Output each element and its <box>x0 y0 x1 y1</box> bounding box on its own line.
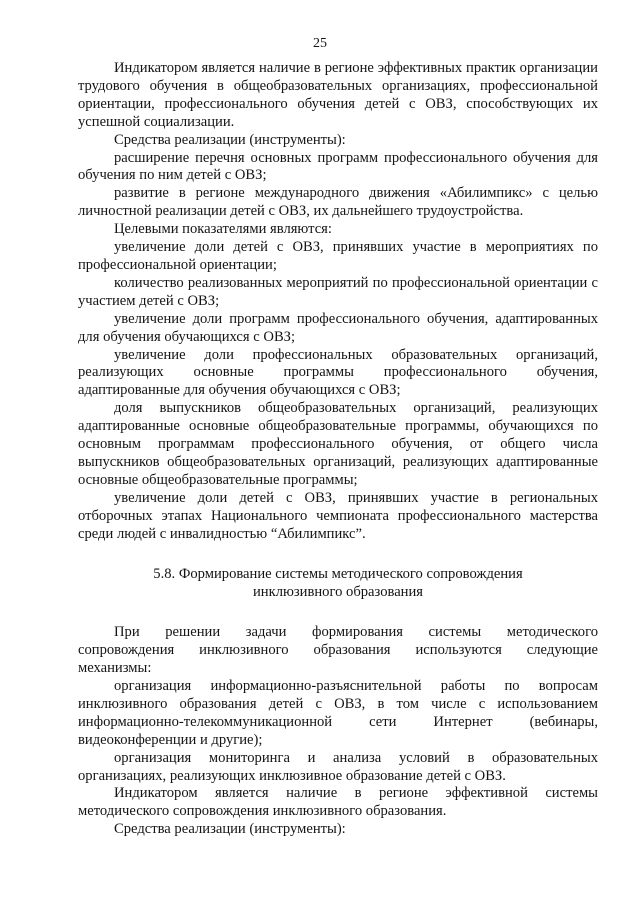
paragraph: организация мониторинга и анализа условий в образовательных организациях, реализующих инклюзивное образование детей с ОВЗ. <box>78 749 598 784</box>
section-heading-line: 5.8. Формирование системы методического сопровождения <box>153 566 523 583</box>
section-heading <box>78 566 598 602</box>
section-heading-line: инклюзивного образования <box>252 584 423 601</box>
paragraph: доля выпускников общеобразовательных организаций, реализующих адаптированные основные общеобразовательные программы, обучающихся по основным программам профессионального обучения, от общего числа выпускников общеобразовательных организаций, реализующих адаптированные основные общеобразовательные программы; <box>78 400 598 488</box>
paragraph: Средства реализации (инструменты): <box>114 821 346 838</box>
paragraph: Индикатором является наличие в регионе эффективных практик организации трудового обучения в общеобразовательных организациях, профессиональной ориентации, профессионального обучения детей с ОВЗ, способствующих их успешной социализации. <box>78 60 598 130</box>
paragraph: увеличение доли профессиональных образовательных организаций, реализующих основные программы профессионального обучения, адаптированные для обучения обучающихся с ОВЗ; <box>78 346 598 399</box>
paragraph: увеличение доли программ профессионального обучения, адаптированных для обучения обучающихся с ОВЗ; <box>78 310 598 345</box>
paragraph: развитие в регионе международного движения «Абилимпикс» с целью личностной реализации детей с ОВЗ, их дальнейшего трудоустройства. <box>78 185 598 220</box>
paragraph: увеличение доли детей с ОВЗ, принявших участие в региональных отборочных этапах Национального чемпионата профессионального мастерства среди людей с инвалидностью “Абилимпикс”. <box>78 489 598 542</box>
page-number: 25 <box>313 36 327 51</box>
document-body <box>78 60 598 839</box>
paragraph: увеличение доли детей с ОВЗ, принявших участие в мероприятиях по профессиональной ориентации; <box>78 239 598 273</box>
paragraph: При решении задачи формирования системы методического сопровождения инклюзивного образования используются следующие механизмы: <box>78 624 598 677</box>
paragraph: организация информационно-разъяснительной работы по вопросам инклюзивного образования детей с ОВЗ, в том числе с использованием информационно-телекоммуникационной сети Интернет (вебинары, видеоконференции и другие); <box>78 678 598 748</box>
paragraph: Средства реализации (инструменты): <box>114 131 346 148</box>
paragraph: количество реализованных мероприятий по профессиональной ориентации с участием детей с ОВЗ; <box>78 274 598 309</box>
paragraph: Индикатором является наличие в регионе эффективной системы методического сопровождения инклюзивного образования. <box>78 785 598 820</box>
paragraph: Целевыми показателями являются: <box>114 221 332 238</box>
paragraph: расширение перечня основных программ профессионального обучения для обучения по ним детей с ОВЗ; <box>78 149 598 184</box>
